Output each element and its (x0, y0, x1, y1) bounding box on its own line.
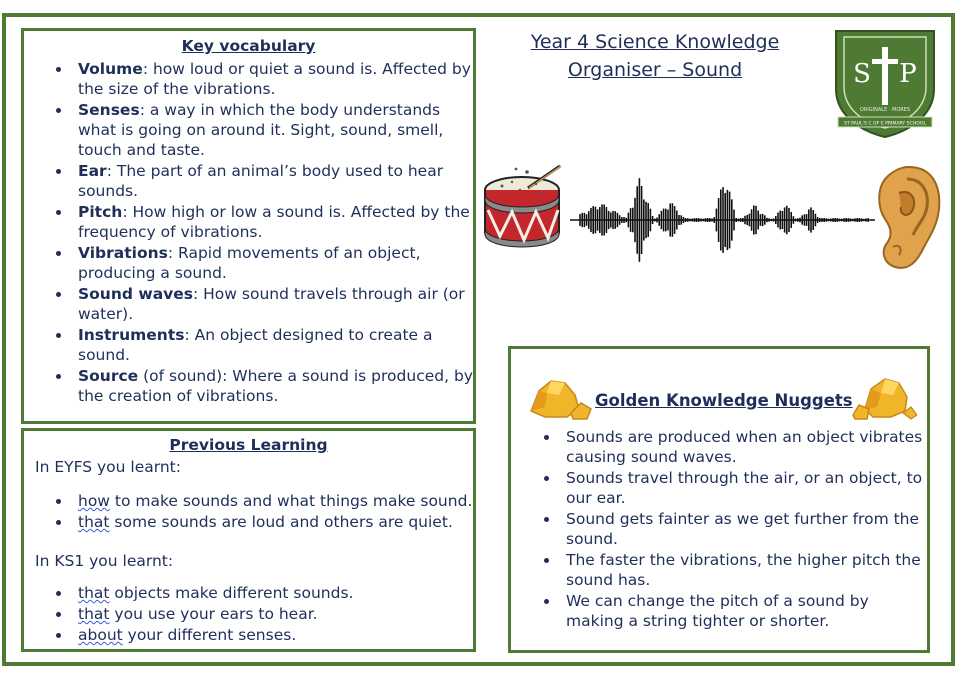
ks1-list (78, 583, 473, 646)
vocab-item: Ear: The part of an animal’s body used to hear sounds. (78, 161, 473, 201)
previous-learning-heading: Previous Learning (169, 436, 328, 454)
list-item: Sounds are produced when an object vibrates causing sound waves. (566, 427, 928, 467)
vocab-item: Volume: how loud or quiet a sound is. Affected by the size of the vibrations. (78, 59, 473, 99)
gold-nugget-icon (851, 373, 917, 421)
vocab-item: Vibrations: Rapid movements of an object, producing a sound. (78, 243, 473, 283)
svg-text:ST PAUL'S C OF E PRIMARY SCHOO: ST PAUL'S C OF E PRIMARY SCHOOL (843, 121, 927, 127)
golden-nuggets-heading: Golden Knowledge Nuggets (595, 391, 853, 410)
previous-learning-panel (21, 428, 476, 652)
vocab-item: Instruments: An object designed to create a sound. (78, 325, 473, 365)
vocab-item: Sound waves: How sound travels through air (or water). (78, 284, 473, 324)
list-item: Sounds travel through the air, or an object, to our ear. (566, 468, 928, 508)
list-item: The faster the vibrations, the higher pitch the sound has. (566, 550, 928, 590)
gold-nugget-icon (527, 373, 593, 421)
golden-nuggets-panel (508, 346, 930, 653)
vocabulary-list (78, 59, 473, 407)
list-item: that objects make different sounds. (78, 583, 473, 603)
list-item: how to make sounds and what things make sound. (78, 492, 473, 510)
drum-icon (480, 160, 570, 255)
page-title: Year 4 Science Knowledge Organiser – Sound (530, 31, 780, 81)
school-crest-icon (832, 27, 938, 139)
svg-text:ORIGINALE · MORES: ORIGINALE · MORES (859, 107, 911, 113)
key-vocabulary-heading: Key vocabulary (181, 37, 316, 55)
eyfs-intro: In EYFS you learnt: (35, 458, 181, 476)
golden-nuggets-list (566, 427, 928, 632)
list-item: that some sounds are loud and others are quiet. (78, 512, 473, 532)
ks1-intro: In KS1 you learnt: (35, 552, 174, 570)
vocab-item: Pitch: How high or low a sound is. Affected by the frequency of vibrations. (78, 202, 473, 242)
sound-wave-icon (570, 170, 875, 270)
svg-text:S: S (853, 59, 871, 89)
list-item: that you use your ears to hear. (78, 604, 473, 624)
eyfs-list (78, 491, 473, 533)
vocab-item: Source (of sound): Where a sound is produced, by the creation of vibrations. (78, 367, 473, 405)
vocab-item: Senses: a way in which the body understands what is going on around it. Sight, sound, smell, touch and taste. (78, 100, 473, 160)
list-item: Sound gets fainter as we get further from the sound. (566, 509, 928, 549)
list-item: about your different senses. (78, 625, 473, 645)
key-vocabulary-panel (21, 28, 476, 424)
ear-icon (873, 163, 943, 273)
list-item: We can change the pitch of a sound by making a string tighter or shorter. (566, 591, 928, 631)
svg-text:P: P (899, 59, 917, 89)
